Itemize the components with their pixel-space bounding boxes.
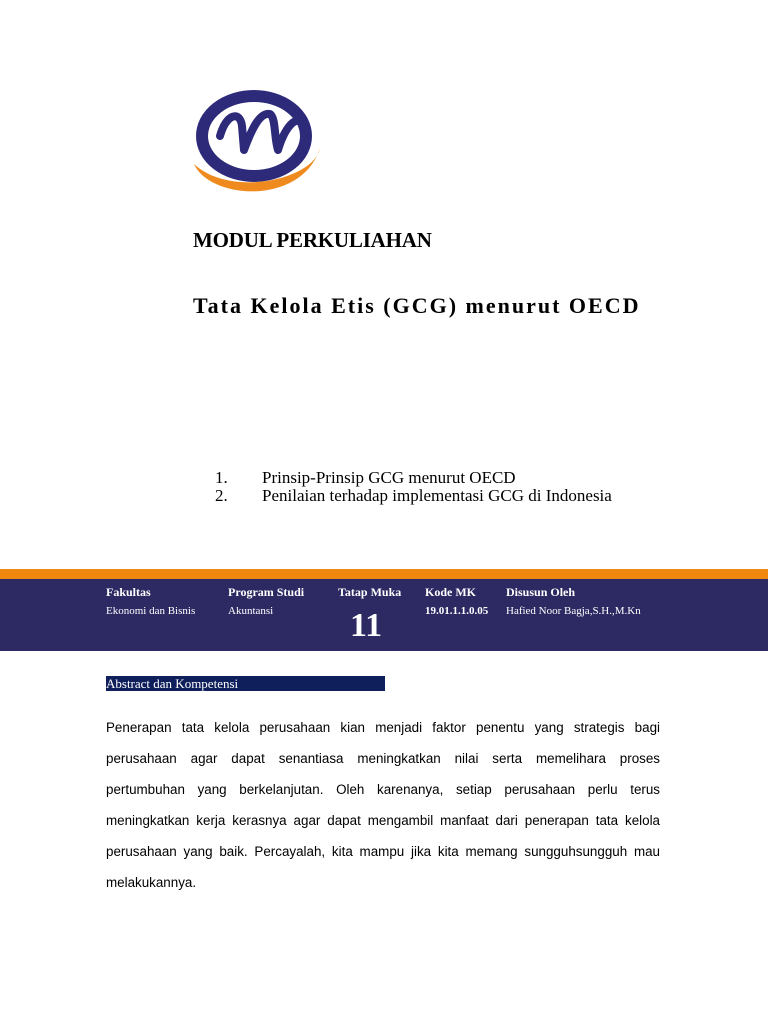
disusun-oleh-value: Hafied Noor Bagja,S.H.,M.Kn	[506, 605, 641, 617]
fakultas-value: Ekonomi dan Bisnis	[106, 605, 196, 617]
fakultas-label: Fakultas	[106, 585, 151, 599]
university-logo	[190, 88, 324, 208]
kode-mk-label: Kode MK	[425, 585, 476, 599]
list-item	[215, 469, 612, 487]
list-number: 2.	[215, 486, 228, 505]
abstract-heading: Abstract dan Kompetensi	[106, 676, 385, 691]
list-number: 1.	[215, 468, 228, 487]
program-studi-label: Program Studi	[228, 585, 305, 599]
logo-icon	[190, 88, 324, 208]
disusun-oleh-label: Disusun Oleh	[506, 585, 576, 599]
list-text: Penilaian terhadap implementasi GCG di Indonesia	[262, 486, 612, 505]
orange-band	[0, 569, 768, 579]
topic-list	[215, 469, 612, 505]
module-title: Tata Kelola Etis (GCG) menurut OECD	[193, 293, 641, 318]
list-text: Prinsip-Prinsip GCG menurut OECD	[262, 468, 516, 487]
module-heading: MODUL PERKULIAHAN	[193, 228, 432, 252]
program-studi-value: Akuntansi	[228, 605, 274, 617]
list-item	[215, 487, 612, 505]
info-band	[0, 579, 768, 651]
tatap-muka-label: Tatap Muka	[338, 585, 402, 599]
tatap-muka-value: 11	[350, 607, 383, 644]
kode-mk-value: 19.01.1.1.0.05	[425, 605, 489, 617]
abstract-body: Penerapan tata kelola perusahaan kian menjadi faktor penentu yang strategis bagi perusahaan agar dapat senantiasa meningkatkan nilai serta memelihara proses pertumbuhan yang berkelanjutan. Oleh karenanya, setiap perusahaan perlu terus meningkatkan kerja kerasnya agar dapat mengambil manfaat dari penerapan tata kelola perusahaan yang baik. Percayalah, kita mampu jika kita memang sungguhsungguh mau melakukannya.	[106, 720, 660, 890]
